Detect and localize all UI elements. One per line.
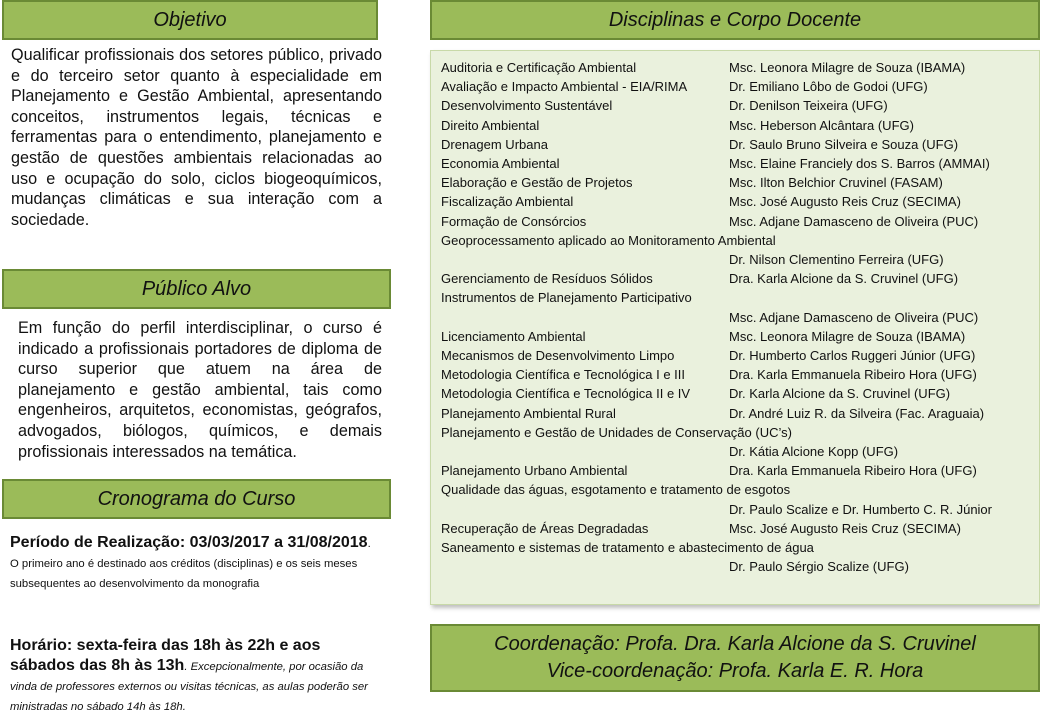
periodo-bold: Período de Realização: 03/03/2017 a 31/08/2018 [10, 534, 368, 551]
discipline-teacher: Msc. Leonora Milagre de Souza (IBAMA) [729, 60, 966, 75]
disciplinas-title: Disciplinas e Corpo Docente [608, 8, 862, 31]
objetivo-text: Qualificar profissionais dos setores público, privado e do terceiro setor quanto à especialidade em Planejamento e Gestão Ambiental, apresentando conceitos, instrumentos legais, técnicas e ferramentas para o entendimento, planejamento e gestão de questões ambientais relacionadas ao uso e ocupação do solo, ciclos biogeoquímicos, mudanças climáticas e sua interação com a sociedade. [11, 46, 382, 229]
discipline-name: Gerenciamento de Resíduos Sólidos [441, 271, 653, 287]
discipline-teacher: Dr. Paulo Scalize e Dr. Humberto C. R. Júnior [729, 501, 992, 517]
discipline-name: Direito Ambiental [441, 117, 540, 133]
discipline-name: Planejamento e Gestão de Unidades de Conservação (UC’s) [441, 424, 792, 440]
publico-text: Em função do perfil interdisciplinar, o curso é indicado a profissionais portadores de diploma de curso superior que atuem na área de planejamento e gestão ambiental, tais como engenheiros, arquitetos, economistas, geógrafos, advogados, biólogos, químicos, e demais profissionais interessados na temática. [18, 319, 382, 461]
discipline-teacher: Dr. André Luiz R. da Silveira (Fac. Araguaia) [729, 405, 985, 421]
horario-rest: . Excepcionalmente, por ocasião da vinda de professores externos ou visitas técnicas, as aulas poderão ser ministradas no sábado 14h às 18h. [10, 661, 368, 713]
horario-bold: Horário: sexta-feira das 18h às 22h e aos sábados das 8h às 13h [10, 637, 321, 674]
discipline-name: Desenvolvimento Sustentável [441, 98, 613, 114]
discipline-name: Saneamento e sistemas de tratamento e abastecimento de água [441, 540, 814, 555]
discipline-name: Recuperação de Áreas Degradadas [441, 520, 649, 536]
discipline-name: Qualidade das águas, esgotamento e tratamento de esgotos [441, 482, 791, 498]
discipline-name: Planejamento Urbano Ambiental [441, 463, 628, 479]
discipline-name: Mecanismos de Desenvolvimento Limpo [441, 348, 675, 363]
discipline-teacher: Dr. Emiliano Lôbo de Godoi (UFG) [729, 79, 928, 95]
cronograma-title: Cronograma do Curso [97, 487, 296, 510]
publico-title: Público Alvo [141, 277, 252, 300]
discipline-name: Geoprocessamento aplicado ao Monitoramento Ambiental [441, 232, 776, 248]
discipline-name: Instrumentos de Planejamento Participativo [441, 290, 692, 306]
discipline-teacher: Msc. Adjane Damasceno de Oliveira (PUC) [729, 309, 979, 325]
discipline-name: Auditoria e Certificação Ambiental [441, 60, 637, 75]
discipline-teacher: Dra. Karla Alcione da S. Cruvinel (UFG) [729, 271, 959, 287]
coordenacao-line: Coordenação: Profa. Dra. Karla Alcione da S. Cruvinel [494, 633, 976, 655]
discipline-name: Formação de Consórcios [441, 213, 587, 229]
horario-block [10, 636, 380, 716]
discipline-name: Planejamento Ambiental Rural [441, 405, 616, 421]
coordenacao-box [430, 624, 1040, 692]
discipline-teacher: Msc. Ilton Belchior Cruvinel (FASAM) [729, 175, 943, 191]
discipline-teacher: Dr. Paulo Sérgio Scalize (UFG) [729, 559, 909, 575]
objetivo-title: Objetivo [153, 8, 227, 31]
discipline-name: Licenciamento Ambiental [441, 328, 586, 344]
objetivo-header [2, 0, 378, 40]
discipline-teacher: Dr. Denilson Teixeira (UFG) [729, 98, 888, 114]
discipline-teacher: Dra. Karla Emmanuela Ribeiro Hora (UFG) [729, 463, 977, 479]
disciplinas-header [430, 0, 1040, 40]
discipline-teacher: Dr. Kátia Alcione Kopp (UFG) [729, 444, 899, 459]
periodo-block [10, 533, 380, 593]
discipline-teacher: Dra. Karla Emmanuela Ribeiro Hora (UFG) [729, 367, 977, 383]
discipline-name: Fiscalização Ambiental [441, 194, 574, 210]
discipline-name: Avaliação e Impacto Ambiental - EIA/RIMA [441, 79, 688, 95]
discipline-name: Drenagem Urbana [441, 136, 548, 152]
discipline-teacher: Msc. Leonora Milagre de Souza (IBAMA) [729, 328, 966, 344]
discipline-teacher: Dr. Nilson Clementino Ferreira (UFG) [729, 252, 944, 267]
publico-header [2, 269, 391, 309]
discipline-teacher: Msc. Elaine Franciely dos S. Barros (AMMAI) [729, 156, 990, 171]
vice-coordenacao-line: Vice-coordenação: Profa. Karla E. R. Hora [546, 660, 924, 682]
discipline-name: Elaboração e Gestão de Projetos [441, 175, 633, 191]
discipline-teacher: Msc. José Augusto Reis Cruz (SECIMA) [729, 194, 961, 210]
discipline-teacher: Dr. Saulo Bruno Silveira e Souza (UFG) [729, 136, 959, 152]
discipline-teacher: Msc. Heberson Alcântara (UFG) [729, 117, 914, 133]
discipline-teacher: Msc. Adjane Damasceno de Oliveira (PUC) [729, 213, 979, 229]
cronograma-header [2, 479, 391, 519]
disciplinas-panel [430, 50, 1040, 605]
discipline-name: Metodologia Científica e Tecnológica II e IV [441, 386, 691, 402]
discipline-name: Metodologia Científica e Tecnológica I e III [441, 367, 686, 383]
discipline-teacher: Dr. Humberto Carlos Ruggeri Júnior (UFG) [729, 348, 976, 363]
discipline-name: Economia Ambiental [441, 156, 560, 171]
discipline-teacher: Msc. José Augusto Reis Cruz (SECIMA) [729, 520, 961, 536]
discipline-teacher: Dr. Karla Alcione da S. Cruvinel (UFG) [729, 386, 951, 402]
periodo-rest: . O primeiro ano é destinado aos créditos (disciplinas) e os seis meses subsequentes ao desenvolvimento da monografia [10, 538, 371, 590]
